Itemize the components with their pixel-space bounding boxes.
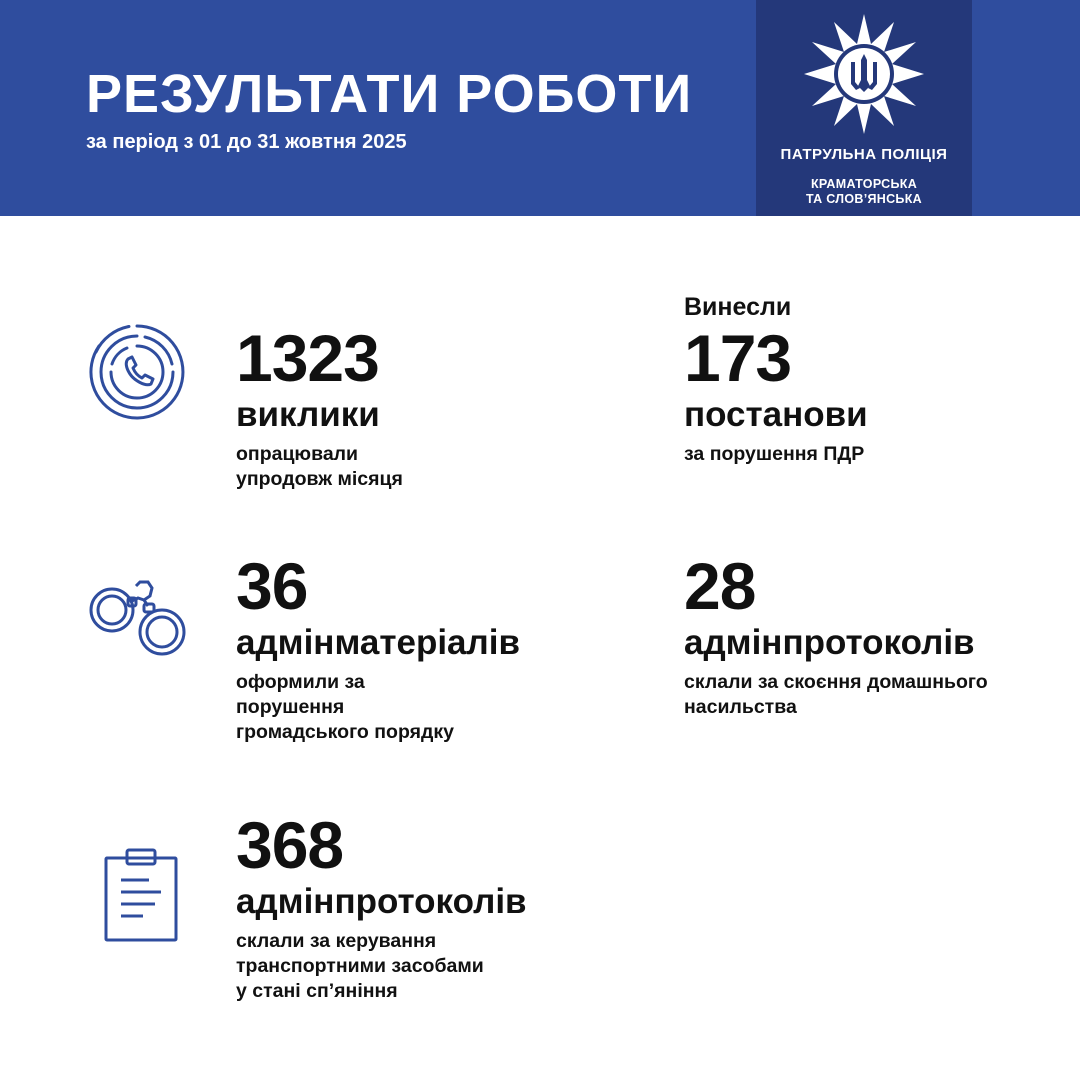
stat-admin-materials (236, 549, 520, 745)
logo-name: ПАТРУЛЬНА ПОЛІЦІЯ (780, 146, 948, 163)
stat-resolutions (684, 292, 868, 467)
admin-materials-number: 36 (236, 549, 308, 623)
drunk-protocols-number: 368 (236, 808, 344, 882)
domestic-protocols-description: склали за скоєння домашнього насильства (684, 671, 988, 718)
admin-materials-description: оформили за порушення громадського порядку (236, 671, 454, 743)
header-banner (0, 0, 1080, 216)
domestic-protocols-label: адмінпротоколів (684, 623, 975, 662)
clipboard-icon (103, 848, 179, 942)
stat-drunk-protocols (236, 808, 527, 1004)
calls-number: 1323 (236, 321, 379, 395)
phone-icon (87, 322, 187, 422)
police-star-icon (804, 14, 924, 134)
resolutions-description: за порушення ПДР (684, 443, 865, 465)
report-period: за період з 01 до 31 жовтня 2025 (86, 131, 407, 153)
patrol-police-logo (756, 0, 972, 216)
handcuffs-icon (88, 576, 192, 660)
stat-calls (236, 321, 403, 492)
resolutions-number: 173 (684, 321, 792, 395)
domestic-protocols-number: 28 (684, 549, 756, 623)
calls-description: опрацювали упродовж місяця (236, 443, 403, 490)
drunk-protocols-label: адмінпротоколів (236, 882, 527, 921)
logo-city: КРАМАТОРСЬКА ТА СЛОВ’ЯНСЬКА (806, 177, 922, 206)
resolutions-label: постанови (684, 395, 868, 434)
drunk-protocols-description: склали за керування транспортними засобами у стані сп’яніння (236, 930, 484, 1002)
resolutions-prefix: Винесли (684, 293, 792, 321)
calls-label: виклики (236, 395, 380, 434)
admin-materials-label: адмінматеріалів (236, 623, 520, 662)
page-title: РЕЗУЛЬТАТИ РОБОТИ (86, 64, 693, 124)
stat-domestic-protocols (684, 549, 988, 720)
